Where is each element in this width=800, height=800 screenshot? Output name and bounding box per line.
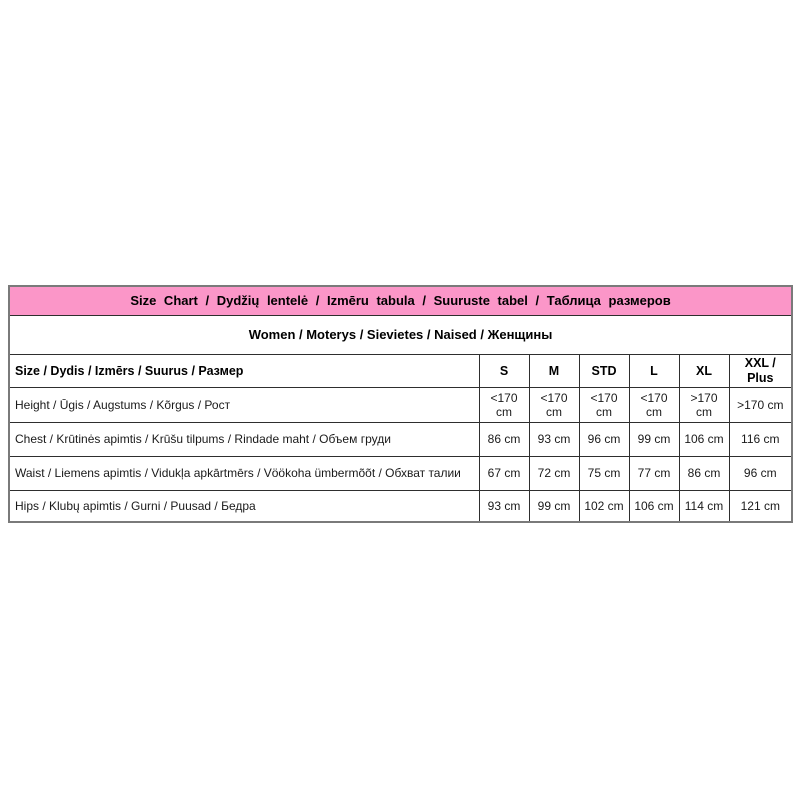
value-cell: 86 cm xyxy=(679,457,729,491)
value-cell: 102 cm xyxy=(579,491,629,523)
value-cell: 99 cm xyxy=(529,491,579,523)
value-cell: 93 cm xyxy=(479,491,529,523)
row-label-chest: Chest / Krūtinės apimtis / Krūšu tilpums / Rindade maht / Объем груди xyxy=(9,423,479,457)
size-col-header-xl: XL xyxy=(679,355,729,388)
table-row-waist xyxy=(9,457,792,491)
value-cell: 106 cm xyxy=(679,423,729,457)
size-chart-section xyxy=(8,285,792,523)
row-label-hips: Hips / Klubų apimtis / Gurni / Puusad / Бедра xyxy=(9,491,479,523)
value-cell: 116 cm xyxy=(729,423,792,457)
size-chart-title-row xyxy=(9,286,792,316)
value-cell: 121 cm xyxy=(729,491,792,523)
size-col-header-m: M xyxy=(529,355,579,388)
value-cell: 93 cm xyxy=(529,423,579,457)
value-cell: 96 cm xyxy=(579,423,629,457)
value-cell: 86 cm xyxy=(479,423,529,457)
value-cell: 77 cm xyxy=(629,457,679,491)
table-row-chest xyxy=(9,423,792,457)
value-cell: <170 cm xyxy=(579,388,629,423)
value-cell: >170 cm xyxy=(729,388,792,423)
value-cell: >170 cm xyxy=(679,388,729,423)
size-label-header: Size / Dydis / Izmērs / Suurus / Размер xyxy=(9,355,479,388)
value-cell: 67 cm xyxy=(479,457,529,491)
size-col-header-xxl: XXL / Plus xyxy=(729,355,792,388)
size-chart-table xyxy=(8,285,793,523)
table-row-hips xyxy=(9,491,792,523)
value-cell: <170 cm xyxy=(479,388,529,423)
gender-subtitle-row xyxy=(9,316,792,355)
size-col-header-std: STD xyxy=(579,355,629,388)
value-cell: 75 cm xyxy=(579,457,629,491)
value-cell: 106 cm xyxy=(629,491,679,523)
size-col-header-s: S xyxy=(479,355,529,388)
size-chart-title: Size Chart / Dydžių lentelė / Izmēru tabula / Suuruste tabel / Таблица размеров xyxy=(9,286,792,316)
value-cell: <170 cm xyxy=(529,388,579,423)
column-header-row xyxy=(9,355,792,388)
size-col-header-l: L xyxy=(629,355,679,388)
value-cell: <170 cm xyxy=(629,388,679,423)
gender-subtitle: Women / Moterys / Sievietes / Naised / Женщины xyxy=(9,316,792,355)
value-cell: 72 cm xyxy=(529,457,579,491)
value-cell: 99 cm xyxy=(629,423,679,457)
row-label-waist: Waist / Liemens apimtis / Vidukļa apkārtmērs / Vöökoha ümbermõõt / Обхват талии xyxy=(9,457,479,491)
row-label-height: Height / Ūgis / Augstums / Kõrgus / Рост xyxy=(9,388,479,423)
value-cell: 96 cm xyxy=(729,457,792,491)
value-cell: 114 cm xyxy=(679,491,729,523)
table-row-height xyxy=(9,388,792,423)
